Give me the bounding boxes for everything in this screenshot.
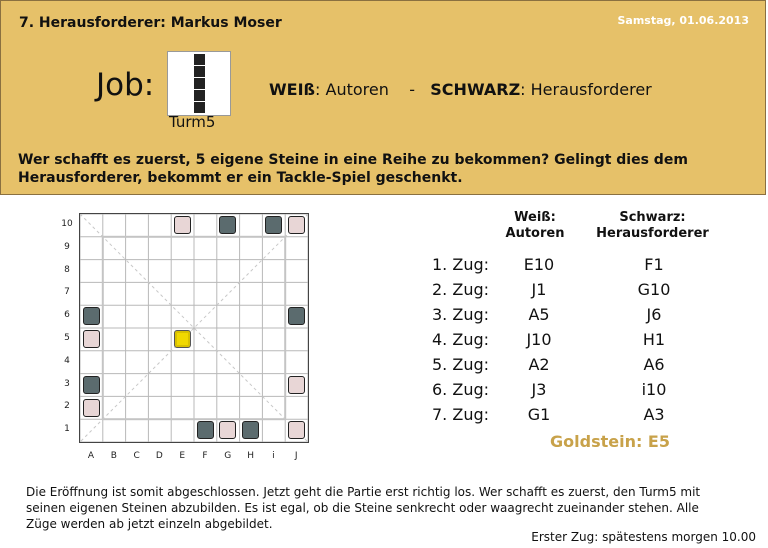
white-move: E10: [523, 255, 555, 274]
black-move: H1: [642, 330, 666, 349]
black-stone-i10: [265, 216, 282, 234]
move-row: [432, 305, 732, 330]
black-move: F1: [644, 255, 664, 274]
white-stone-a5: [83, 330, 100, 348]
file-label: B: [110, 451, 117, 461]
white-role: : Autoren: [315, 80, 389, 99]
white-move: A2: [528, 355, 550, 374]
black-stone-f1: [197, 421, 214, 439]
black-move: i10: [641, 380, 667, 399]
white-stone-j3: [288, 376, 305, 394]
file-label: E: [179, 451, 186, 461]
move-row: [432, 380, 732, 405]
white-stone-j1: [288, 421, 305, 439]
rank-label: 4: [64, 355, 70, 366]
black-stone-j6: [288, 307, 305, 325]
rank-label: 10: [61, 219, 73, 229]
move-number: 3. Zug:: [432, 305, 489, 324]
move-number: 7. Zug:: [432, 405, 489, 424]
white-stone-g1: [219, 421, 236, 439]
move-number: 2. Zug:: [432, 280, 489, 299]
footer-text: Die Eröffnung ist somit abgeschlossen. Jetzt geht die Partie erst richtig los. Wer schafft es zuerst, den Turm5 mit seinen eigenen Steinen abzubilden. Es ist egal, ob die Steine senkrecht oder waagrecht zueinander stehen. Alle Züge werden ab jetzt einzeln abgebildet.: [26, 485, 701, 531]
white-move: J1: [531, 280, 547, 299]
move-row: [432, 405, 732, 430]
job-pattern-icon: [167, 51, 231, 116]
file-label: F: [202, 451, 208, 461]
white-name: WEIß: [269, 80, 316, 99]
file-label: D: [155, 451, 163, 461]
black-column-header: [585, 210, 720, 242]
rank-label: 1: [64, 424, 70, 435]
white-column-header: [500, 210, 570, 242]
rank-label: 3: [64, 378, 70, 389]
board-grid: [80, 214, 308, 442]
rank-label: 9: [64, 241, 70, 252]
white-header-line1: Weiß:: [514, 210, 556, 225]
white-move: G1: [527, 405, 551, 424]
next-move-deadline: Erster Zug: spätestens morgen 10.00: [531, 530, 756, 544]
move-number: 5. Zug:: [432, 355, 489, 374]
black-move: A3: [643, 405, 665, 424]
challenger-title: 7. Herausforderer: Markus Moser: [19, 15, 282, 31]
goldstein-label: Goldstein: E5: [550, 432, 670, 451]
file-label: J: [294, 451, 298, 461]
roles-line: [269, 80, 652, 99]
black-header-line1: Schwarz:: [619, 210, 686, 225]
black-header-line2: Herausforderer: [596, 226, 709, 241]
file-label: i: [272, 451, 275, 461]
white-header-line2: Autoren: [505, 226, 565, 241]
black-stone-g10: [219, 216, 236, 234]
white-move: J3: [531, 380, 547, 399]
black-move: A6: [643, 355, 665, 374]
white-stone-e10: [174, 216, 191, 234]
rank-label: 6: [64, 310, 70, 321]
black-move: J6: [646, 305, 662, 324]
gold-stone-e5: [174, 330, 191, 348]
file-label: H: [247, 451, 254, 461]
question-text: Wer schafft es zuerst, 5 eigene Steine in eine Reihe zu bekommen? Gelingt dies dem Herausforderer, bekommt er ein Tackle-Spiel geschenkt.: [18, 152, 688, 186]
move-row: [432, 255, 732, 280]
header-banner: [0, 0, 766, 195]
black-role: : Herausforderer: [520, 80, 652, 99]
file-label: A: [87, 451, 95, 461]
roles-separator: -: [409, 80, 416, 99]
black-name: SCHWARZ: [430, 80, 521, 99]
rank-label: 8: [64, 264, 70, 275]
date-label: Samstag, 01.06.2013: [617, 14, 749, 27]
file-label: C: [133, 451, 140, 461]
black-stone-a3: [83, 376, 100, 394]
black-stone-h1: [242, 421, 259, 439]
job-name: Turm5: [169, 113, 216, 131]
file-label: G: [224, 451, 232, 461]
white-move: J10: [526, 330, 552, 349]
black-stone-a6: [83, 307, 100, 325]
black-move: G10: [637, 280, 671, 299]
move-number: 6. Zug:: [432, 380, 489, 399]
white-stone-j10: [288, 216, 305, 234]
white-stone-a2: [83, 399, 100, 417]
game-board: [79, 213, 309, 443]
move-row: [432, 355, 732, 380]
rank-label: 5: [64, 333, 70, 343]
move-number: 1. Zug:: [432, 255, 489, 274]
move-row: [432, 280, 732, 305]
move-row: [432, 330, 732, 355]
rank-label: 2: [64, 401, 70, 412]
move-number: 4. Zug:: [432, 330, 489, 349]
white-move: A5: [528, 305, 550, 324]
rank-label: 7: [64, 287, 70, 298]
job-label: Job:: [96, 67, 155, 103]
